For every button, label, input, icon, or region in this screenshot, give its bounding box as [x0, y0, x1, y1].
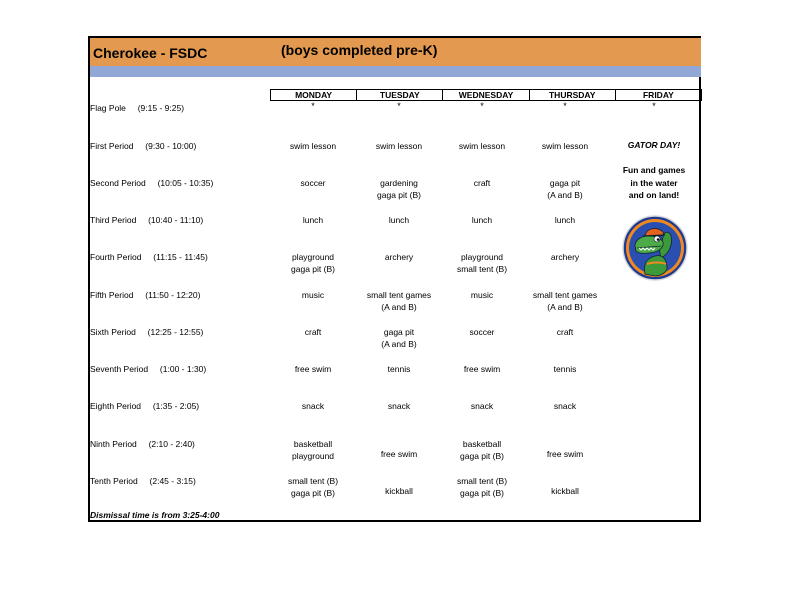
- day-header-wednesday: WEDNESDAY: [443, 90, 529, 100]
- activity-line: playground: [291, 451, 335, 461]
- activity-line: gaga pit (B): [291, 488, 335, 498]
- activity-line: small tent games: [532, 290, 598, 300]
- activity-cell: [522, 140, 608, 152]
- period-label: Ninth Period (2:10 - 2:40): [90, 439, 195, 449]
- period-label: Eighth Period (1:35 - 2:05): [90, 401, 200, 411]
- activity-cell: [522, 214, 608, 226]
- activity-line: snack: [553, 401, 577, 411]
- activity-line: basketball: [462, 439, 502, 449]
- activity-line: tennis: [387, 364, 411, 374]
- activity-cell: [356, 177, 442, 201]
- activity-cell: [356, 485, 442, 497]
- activity-cell: [356, 214, 442, 226]
- gator-mascot-icon: [621, 214, 689, 287]
- activity-line: gardening: [380, 178, 418, 188]
- activity-cell: [270, 140, 356, 152]
- flag-mark: *: [652, 101, 656, 111]
- activity-cell: [270, 475, 356, 499]
- activity-line: free swim: [463, 364, 501, 374]
- activity-line: gaga pit (B): [460, 488, 504, 498]
- dismissal-note: Dismissal time is from 3:25-4:00: [90, 510, 220, 520]
- activity-line: gaga pit (B): [460, 451, 504, 461]
- day-header-thursday: THURSDAY: [530, 90, 616, 100]
- activity-line: (A and B): [381, 302, 417, 312]
- activity-line: music: [301, 290, 325, 300]
- activity-line: archery: [550, 252, 580, 262]
- activity-cell: [439, 289, 525, 301]
- activity-line: small tent games: [366, 290, 432, 300]
- activity-line: small tent (B): [456, 264, 508, 274]
- activity-line: lunch: [388, 215, 410, 225]
- period-label: Fourth Period (11:15 - 11:45): [90, 252, 208, 262]
- activity-line: craft: [304, 327, 322, 337]
- activity-line: soccer: [300, 178, 326, 188]
- flag-mark: *: [480, 101, 484, 111]
- activity-cell: [270, 289, 356, 301]
- activity-cell: [356, 363, 442, 375]
- period-label: First Period (9:30 - 10:00): [90, 141, 197, 151]
- activity-cell: [356, 289, 442, 313]
- activity-line: craft: [556, 327, 574, 337]
- activity-cell: [522, 363, 608, 375]
- activity-cell: [522, 289, 608, 313]
- activity-line: snack: [387, 401, 411, 411]
- period-label: Third Period (10:40 - 11:10): [90, 215, 204, 225]
- page-title: Cherokee - FSDC: [93, 45, 208, 61]
- day-header-monday: MONDAY: [271, 90, 357, 100]
- activity-line: (A and B): [381, 339, 417, 349]
- activity-line: gaga pit (B): [291, 264, 335, 274]
- activity-line: snack: [301, 401, 325, 411]
- friday-note: [611, 164, 697, 202]
- activity-cell: [522, 448, 608, 460]
- activity-line: gaga pit (B): [377, 190, 421, 200]
- activity-cell: [356, 326, 442, 350]
- activity-line: swim lesson: [458, 141, 506, 151]
- period-label: Sixth Period (12:25 - 12:55): [90, 327, 204, 337]
- activity-line: kickball: [385, 486, 413, 496]
- activity-cell: [356, 448, 442, 460]
- activity-cell: [270, 400, 356, 412]
- activity-line: lunch: [554, 215, 576, 225]
- flag-mark: *: [397, 101, 401, 111]
- activity-line: free swim: [546, 449, 584, 459]
- activity-line: gaga pit: [383, 327, 415, 337]
- activity-cell: [439, 363, 525, 375]
- activity-cell: [522, 485, 608, 497]
- header-band: [90, 66, 701, 77]
- activity-cell: [439, 251, 525, 275]
- activity-line: soccer: [469, 327, 495, 337]
- period-label: Tenth Period (2:45 - 3:15): [90, 476, 196, 486]
- activity-line: playground: [291, 252, 335, 262]
- activity-cell: [439, 475, 525, 499]
- activity-cell: [270, 438, 356, 462]
- activity-line: basketball: [293, 439, 333, 449]
- activity-line: (A and B): [547, 190, 583, 200]
- activity-cell: [356, 140, 442, 152]
- activity-cell: [270, 214, 356, 226]
- friday-note-line: Fun and games: [622, 165, 686, 175]
- activity-cell: [270, 177, 356, 189]
- activity-line: free swim: [294, 364, 332, 374]
- flag-mark: *: [563, 101, 567, 111]
- activity-line: craft: [473, 178, 491, 188]
- activity-line: lunch: [302, 215, 324, 225]
- activity-line: playground: [460, 252, 504, 262]
- period-label: Fifth Period (11:50 - 12:20): [90, 290, 201, 300]
- activity-cell: [522, 251, 608, 263]
- activity-cell: [270, 251, 356, 275]
- activity-cell: [439, 177, 525, 189]
- activity-cell: [522, 177, 608, 201]
- activity-line: gaga pit: [549, 178, 581, 188]
- activity-line: snack: [470, 401, 494, 411]
- activity-cell: [270, 363, 356, 375]
- day-header-tuesday: TUESDAY: [357, 90, 443, 100]
- day-header-row: [270, 89, 702, 101]
- activity-line: free swim: [380, 449, 418, 459]
- friday-note-line: and on land!: [628, 190, 680, 200]
- activity-line: lunch: [471, 215, 493, 225]
- gator-day-label: GATOR DAY!: [627, 140, 681, 150]
- activity-cell: [522, 326, 608, 338]
- activity-cell: [439, 400, 525, 412]
- friday-note-line: in the water: [630, 177, 678, 188]
- activity-line: swim lesson: [289, 141, 337, 151]
- activity-cell: [439, 438, 525, 462]
- activity-line: music: [470, 290, 494, 300]
- activity-line: tennis: [553, 364, 577, 374]
- flag-mark: *: [311, 101, 315, 111]
- activity-line: archery: [384, 252, 414, 262]
- period-label: Seventh Period (1:00 - 1:30): [90, 364, 207, 374]
- activity-line: swim lesson: [375, 141, 423, 151]
- header-bar: [90, 38, 701, 66]
- activity-line: (A and B): [547, 302, 583, 312]
- activity-cell: [439, 140, 525, 152]
- activity-line: kickball: [551, 486, 579, 496]
- activity-cell: [270, 326, 356, 338]
- activity-cell: [356, 251, 442, 263]
- activity-cell: [356, 400, 442, 412]
- activity-line: small tent (B): [287, 476, 339, 486]
- period-label: Second Period (10:05 - 10:35): [90, 178, 214, 188]
- page-subtitle: (boys completed pre-K): [281, 42, 438, 58]
- activity-cell: [439, 214, 525, 226]
- activity-cell: [522, 400, 608, 412]
- activity-line: swim lesson: [541, 141, 589, 151]
- period-label: Flag Pole (9:15 - 9:25): [90, 103, 185, 113]
- day-header-friday: FRIDAY: [642, 90, 674, 100]
- activity-cell: [439, 326, 525, 338]
- activity-line: small tent (B): [456, 476, 508, 486]
